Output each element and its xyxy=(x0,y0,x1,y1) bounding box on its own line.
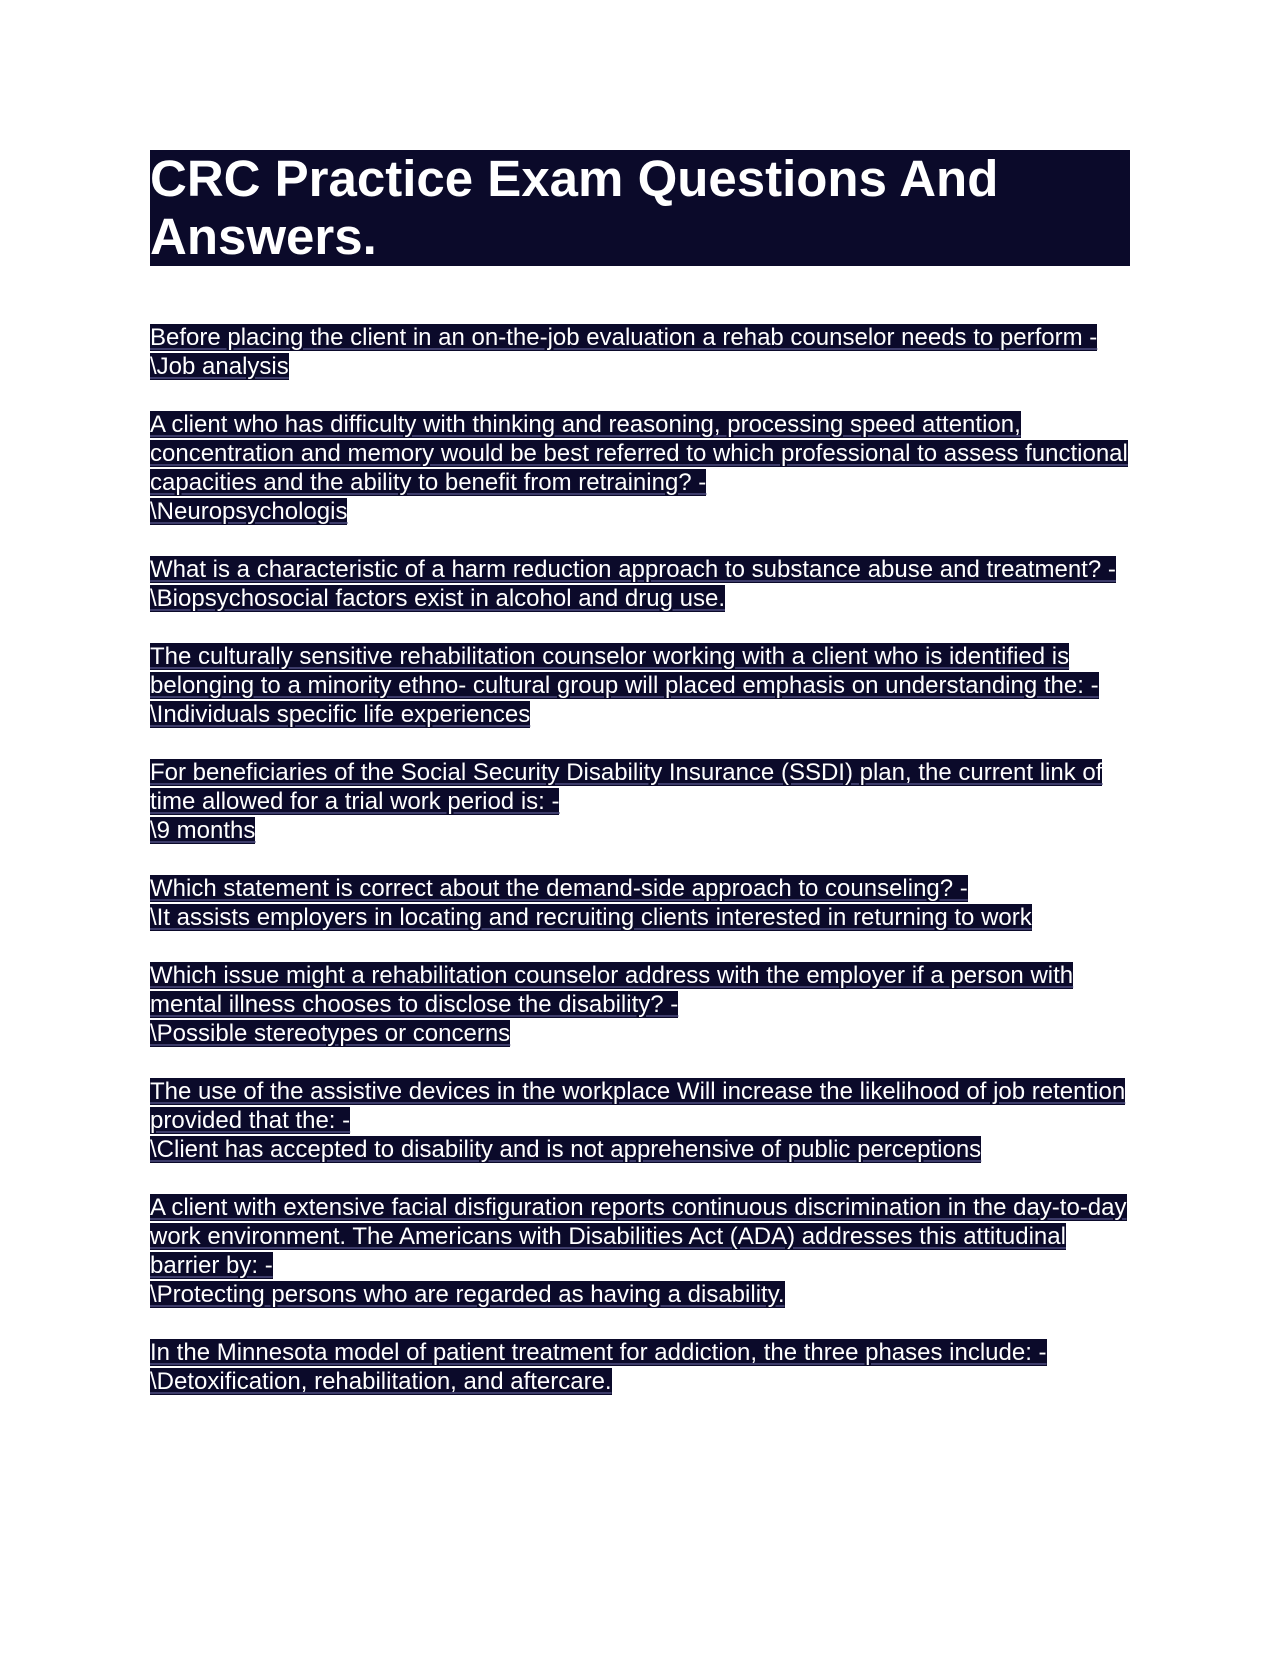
answer-text: \Detoxification, rehabilitation, and aftercare. xyxy=(150,1368,612,1395)
question-text: A client who has difficulty with thinking and reasoning, processing speed attention, concentration and memory would be best referred to which professional to assess functional capacities and the ability to benefit from retraining? - xyxy=(150,411,1128,496)
question-text: In the Minnesota model of patient treatment for addiction, the three phases include: - xyxy=(150,1339,1047,1366)
question-text: For beneficiaries of the Social Security Disability Insurance (SSDI) plan, the current link of time allowed for a trial work period is: - xyxy=(150,759,1103,815)
qa-item xyxy=(150,555,1130,613)
qa-item xyxy=(150,323,1130,381)
qa-list xyxy=(150,323,1130,1396)
qa-item xyxy=(150,410,1130,526)
answer-text: \Client has accepted to disability and is not apprehensive of public perceptions xyxy=(150,1136,982,1163)
document-page xyxy=(150,150,1130,1425)
question-text: Before placing the client in an on-the-job evaluation a rehab counselor needs to perform - xyxy=(150,324,1098,351)
answer-text: \Biopsychosocial factors exist in alcohol and drug use. xyxy=(150,585,725,612)
answer-text: \Job analysis xyxy=(150,353,289,380)
answer-text: \Neuropsychologis xyxy=(150,498,348,525)
question-text: What is a characteristic of a harm reduction approach to substance abuse and treatment? - xyxy=(150,556,1116,583)
qa-item xyxy=(150,1077,1130,1164)
answer-text: \Protecting persons who are regarded as having a disability. xyxy=(150,1281,785,1308)
answer-text: \Individuals specific life experiences xyxy=(150,701,531,728)
question-text: The culturally sensitive rehabilitation counselor working with a client who is identified is belonging to a minority ethno- cultural group will placed emphasis on understanding the: - xyxy=(150,643,1099,699)
qa-item xyxy=(150,1193,1130,1309)
qa-item xyxy=(150,961,1130,1048)
question-text: Which issue might a rehabilitation counselor address with the employer if a person with mental illness chooses to disclose the disability? - xyxy=(150,962,1074,1018)
qa-item xyxy=(150,874,1130,932)
document-title: CRC Practice Exam Questions And Answers. xyxy=(150,150,1130,266)
qa-item xyxy=(150,1338,1130,1396)
question-text: Which statement is correct about the demand-side approach to counseling? - xyxy=(150,875,968,902)
answer-text: \9 months xyxy=(150,817,256,844)
question-text: A client with extensive facial disfiguration reports continuous discrimination in the day-to-day work environment. The Americans with Disabilities Act (ADA) addresses this attitudinal barrier by: - xyxy=(150,1194,1127,1279)
qa-item xyxy=(150,642,1130,729)
answer-text: \Possible stereotypes or concerns xyxy=(150,1020,511,1047)
answer-text: \It assists employers in locating and recruiting clients interested in returning to work xyxy=(150,904,1032,931)
qa-item xyxy=(150,758,1130,845)
question-text: The use of the assistive devices in the workplace Will increase the likelihood of job retention provided that the: - xyxy=(150,1078,1126,1134)
